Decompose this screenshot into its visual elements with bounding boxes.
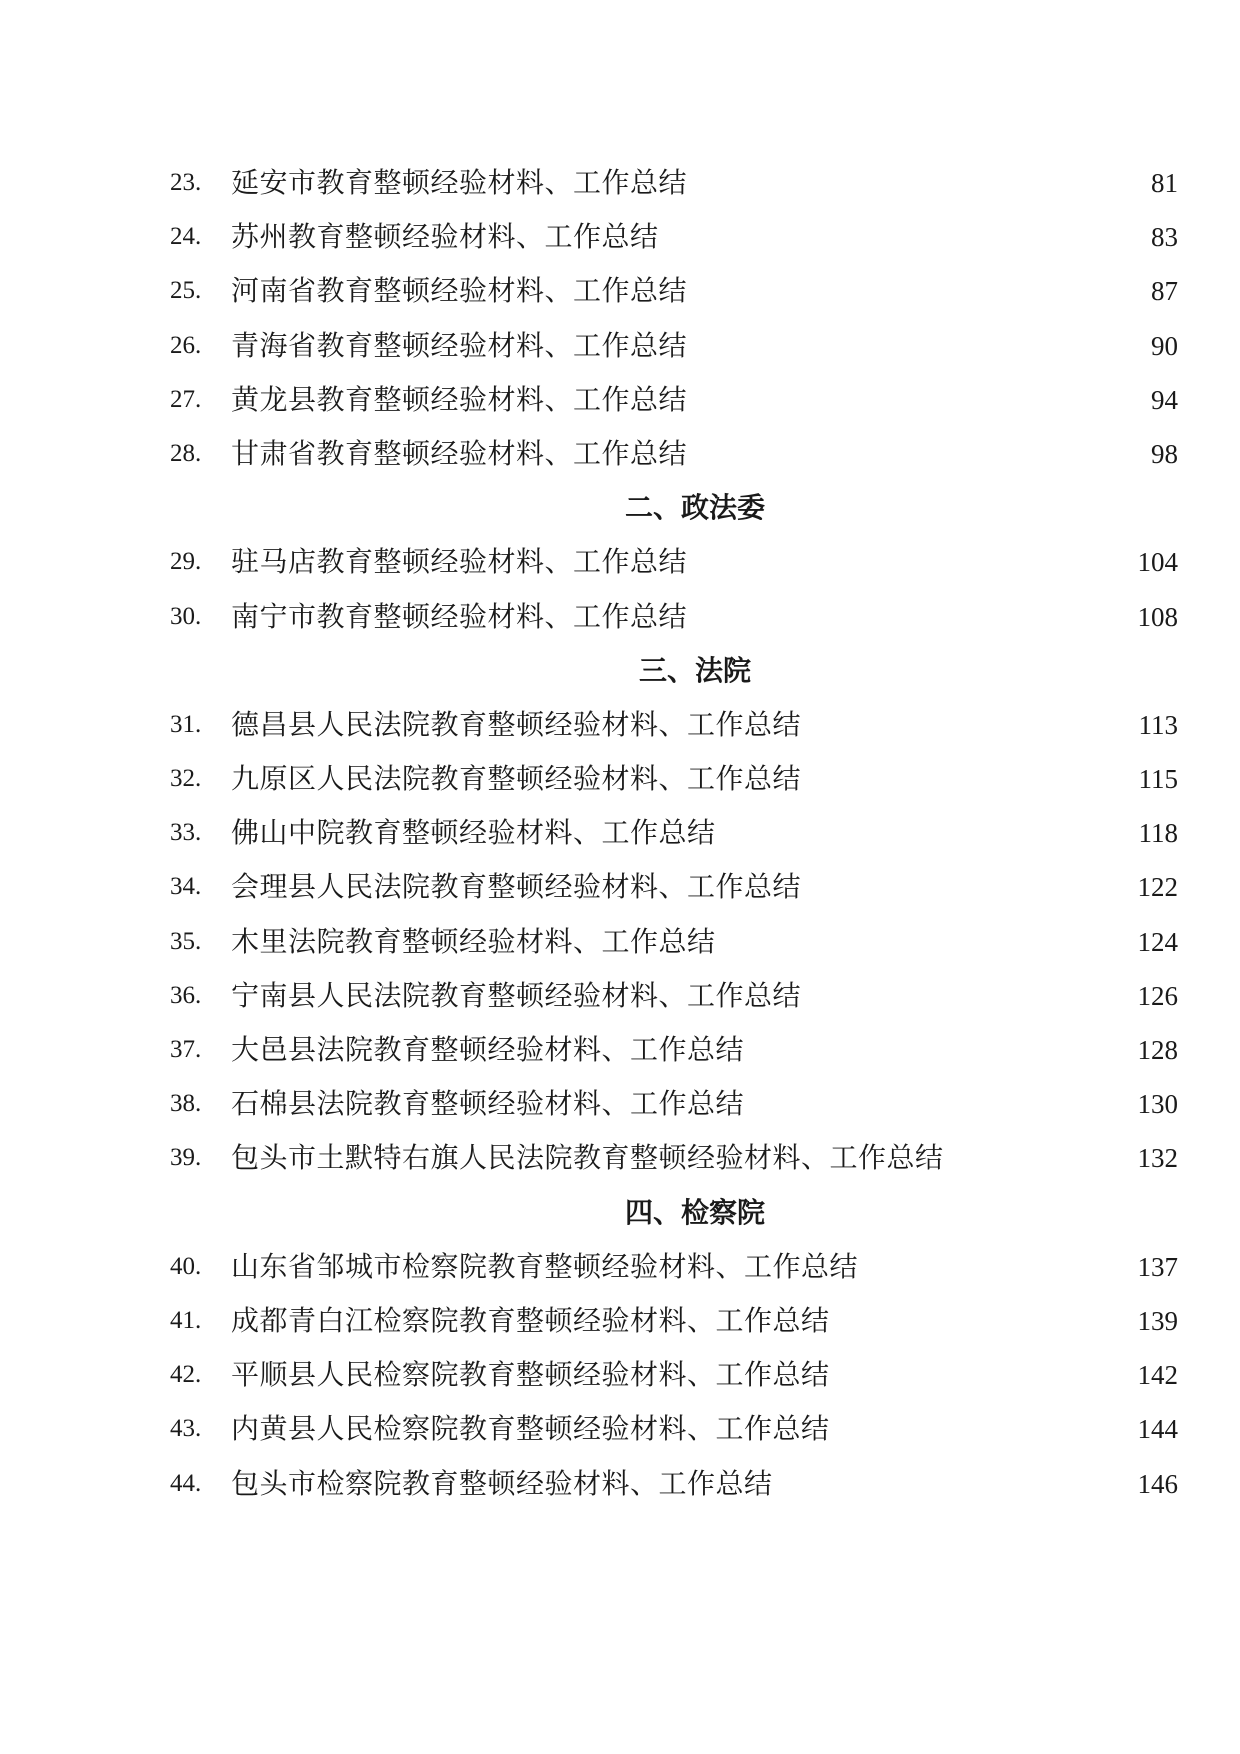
entry-page-number: 94 (1151, 384, 1178, 415)
entry-page-number: 128 (1137, 1035, 1178, 1065)
entry-number: 32. (170, 765, 202, 793)
toc-entry (170, 373, 1178, 427)
toc-entry (170, 969, 1178, 1023)
toc-entry (170, 860, 1178, 914)
toc-entry (170, 264, 1178, 318)
entry-title: 甘肃省教育整顿经验材料、工作总结 (231, 436, 688, 470)
entry-number: 36. (170, 981, 202, 1009)
entry-page-number: 104 (1137, 547, 1178, 578)
toc-entry (170, 1457, 1178, 1511)
entry-title: 大邑县法院教育整顿经验材料、工作总结 (231, 1033, 745, 1066)
entry-page-number: 137 (1137, 1251, 1178, 1282)
entry-title: 九原区人民法院教育整顿经验材料、工作总结 (231, 762, 802, 796)
entry-title: 包头市土默特右旗人民法院教育整顿经验材料、工作总结 (231, 1141, 944, 1175)
entry-title: 黄龙县教育整顿经验材料、工作总结 (231, 382, 688, 416)
entry-number: 40. (170, 1252, 202, 1280)
entry-number: 25. (170, 277, 202, 305)
entry-page-number: 124 (1137, 926, 1178, 957)
entry-title: 宁南县人民法院教育整顿经验材料、工作总结 (231, 978, 802, 1012)
entry-title: 驻马店教育整顿经验材料、工作总结 (231, 545, 688, 579)
entry-page-number: 126 (1137, 980, 1178, 1011)
entry-title: 石棉县法院教育整顿经验材料、工作总结 (231, 1087, 745, 1121)
entry-page-number: 98 (1151, 438, 1178, 469)
table-of-contents (170, 156, 1178, 1511)
entry-page-number: 122 (1137, 872, 1178, 903)
toc-entry (170, 915, 1178, 969)
entry-page-number: 146 (1137, 1468, 1178, 1499)
entry-number: 23. (170, 169, 202, 196)
entry-page-number: 115 (1138, 764, 1178, 795)
entry-number: 34. (170, 873, 202, 901)
entry-number: 41. (170, 1306, 202, 1334)
entry-page-number: 130 (1137, 1089, 1178, 1120)
entry-title: 河南省教育整顿经验材料、工作总结 (231, 274, 688, 308)
toc-entry (170, 156, 1178, 210)
entry-number: 38. (170, 1090, 202, 1118)
entry-title: 成都青白江检察院教育整顿经验材料、工作总结 (231, 1303, 830, 1337)
toc-entry (170, 319, 1178, 373)
toc-entry (170, 806, 1178, 860)
entry-title: 延安市教育整顿经验材料、工作总结 (231, 166, 688, 199)
toc-entry (170, 427, 1178, 481)
entry-page-number: 113 (1138, 709, 1178, 740)
entry-title: 德昌县人民法院教育整顿经验材料、工作总结 (231, 707, 802, 741)
entry-page-number: 139 (1137, 1305, 1178, 1336)
toc-entry (170, 590, 1178, 644)
entry-title: 木里法院教育整顿经验材料、工作总结 (231, 924, 716, 958)
entry-number: 31. (170, 710, 202, 738)
entry-title: 青海省教育整顿经验材料、工作总结 (231, 328, 688, 362)
entry-number: 24. (170, 223, 202, 251)
toc-entry (170, 1294, 1178, 1348)
entry-number: 39. (170, 1144, 202, 1172)
entry-page-number: 144 (1137, 1414, 1178, 1445)
entry-number: 42. (170, 1361, 202, 1389)
entry-title: 山东省邹城市检察院教育整顿经验材料、工作总结 (231, 1249, 859, 1283)
entry-page-number: 132 (1137, 1143, 1178, 1174)
entry-number: 27. (170, 385, 202, 413)
entry-page-number: 118 (1138, 818, 1178, 849)
entry-number: 43. (170, 1415, 202, 1443)
toc-entry (170, 1402, 1178, 1456)
entry-page-number: 142 (1137, 1360, 1178, 1391)
entry-title: 包头市检察院教育整顿经验材料、工作总结 (231, 1466, 773, 1500)
entry-number: 35. (170, 927, 202, 955)
section-heading: 三、法院 (638, 653, 751, 687)
toc-entry (170, 535, 1178, 589)
entry-number: 44. (170, 1469, 202, 1497)
entry-title: 平顺县人民检察院教育整顿经验材料、工作总结 (231, 1358, 830, 1392)
entry-number: 30. (170, 602, 202, 630)
entry-page-number: 90 (1151, 330, 1178, 361)
section-heading: 四、检察院 (624, 1195, 765, 1229)
toc-entry (170, 1348, 1178, 1402)
entry-title: 内黄县人民检察院教育整顿经验材料、工作总结 (231, 1412, 830, 1446)
entry-page-number: 81 (1151, 168, 1178, 198)
entry-title: 会理县人民法院教育整顿经验材料、工作总结 (231, 870, 802, 904)
entry-page-number: 87 (1151, 276, 1178, 307)
toc-entry (170, 1240, 1178, 1294)
entry-number: 37. (170, 1036, 202, 1063)
entry-number: 28. (170, 439, 202, 467)
toc-entry (170, 1077, 1178, 1131)
entry-page-number: 83 (1151, 222, 1178, 253)
toc-entry (170, 1131, 1178, 1185)
entry-number: 26. (170, 331, 202, 359)
entry-number: 33. (170, 819, 202, 847)
toc-entry (170, 752, 1178, 806)
entry-title: 南宁市教育整顿经验材料、工作总结 (231, 599, 688, 633)
entry-title: 苏州教育整顿经验材料、工作总结 (231, 220, 659, 254)
entry-number: 29. (170, 548, 202, 576)
entry-page-number: 108 (1137, 601, 1178, 632)
toc-entry (170, 1023, 1178, 1077)
entry-title: 佛山中院教育整顿经验材料、工作总结 (231, 816, 716, 850)
toc-entry (170, 210, 1178, 264)
toc-entry (170, 698, 1178, 752)
section-heading: 二、政法委 (624, 491, 765, 525)
